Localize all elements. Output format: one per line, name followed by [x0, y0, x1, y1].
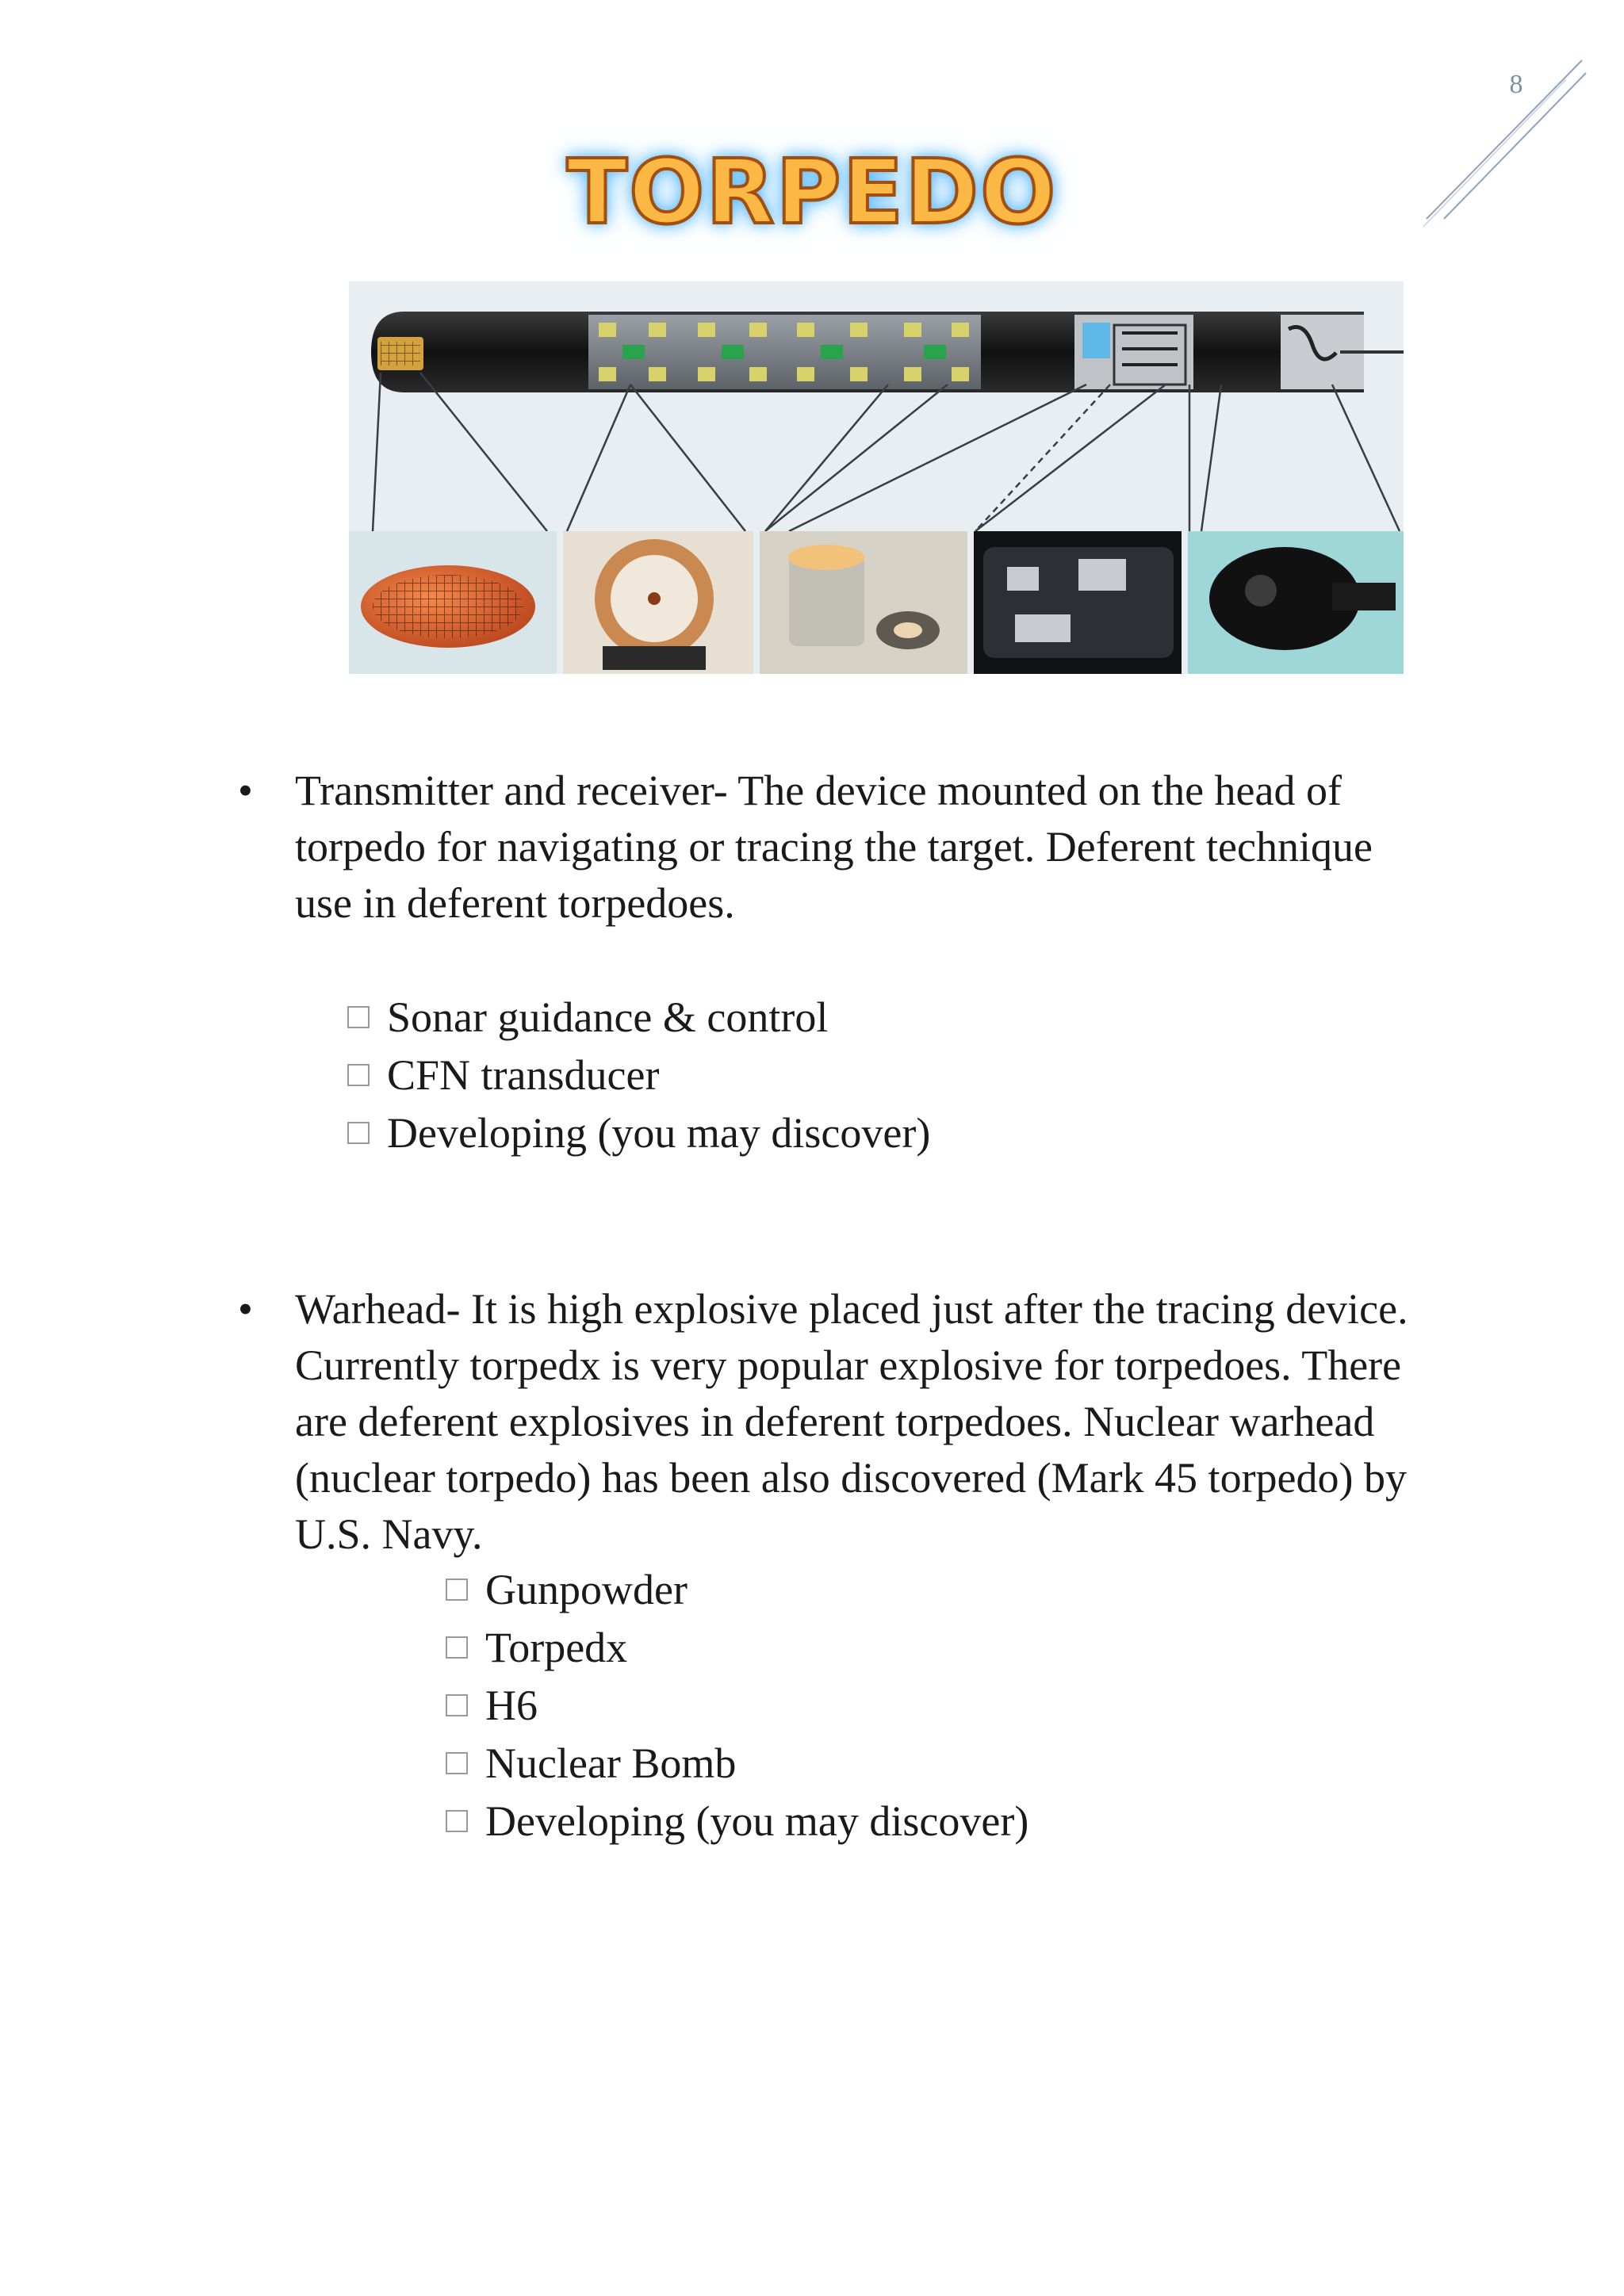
checklist-item [446, 1734, 1028, 1792]
checklist-item-label: CFN transducer [387, 1050, 660, 1099]
bullet-marker: • [238, 1285, 253, 1333]
checklist-item-label: H6 [485, 1681, 538, 1729]
checklist-item [347, 988, 930, 1046]
warhead-checklist [446, 1560, 1028, 1850]
checkbox-icon [347, 1064, 370, 1086]
checklist-item-label: Developing (you may discover) [485, 1797, 1029, 1845]
page-title-text: TORPEDO [566, 141, 1058, 244]
warhead-line-2: Currently torpedx is very popular explosive for torpedoes. There [295, 1341, 1402, 1389]
warhead-line-1: Warhead- It is high explosive placed just after the tracing device. [295, 1285, 1408, 1333]
checkbox-icon [446, 1752, 468, 1774]
checklist-item [446, 1676, 1028, 1734]
checklist-item [446, 1792, 1028, 1850]
torpedo-diagram [349, 281, 1404, 674]
checklist-item [347, 1104, 930, 1161]
warhead-line-3: are deferent explosives in deferent torpedoes. Nuclear warhead [295, 1398, 1375, 1445]
checklist-item [446, 1618, 1028, 1676]
checklist-item [347, 1046, 930, 1104]
transmitter-checklist [347, 988, 930, 1161]
checklist-item [446, 1560, 1028, 1618]
callout-lines [373, 373, 1400, 531]
checklist-item-label: Gunpowder [485, 1565, 688, 1613]
checkbox-icon [347, 1122, 370, 1144]
page-number: 8 [1509, 70, 1523, 99]
checkbox-icon [446, 1810, 468, 1832]
checkbox-icon [446, 1694, 468, 1716]
torpedo-cutaway-figure [349, 281, 1404, 674]
bullet-marker: • [238, 767, 253, 814]
component-photos [349, 531, 1404, 674]
page-title [0, 141, 1624, 244]
warhead-line-4: (nuclear torpedo) has been also discovered (Mark 45 torpedo) by [295, 1454, 1407, 1502]
checkbox-icon [347, 1006, 370, 1028]
transmitter-line-1: Transmitter and receiver- The device mounted on the head of [295, 767, 1342, 814]
warhead-line-5: U.S. Navy. [295, 1510, 483, 1558]
checkbox-icon [446, 1636, 468, 1659]
checkbox-icon [446, 1578, 468, 1601]
checklist-item-label: Torpedx [485, 1623, 628, 1671]
checklist-item-label: Developing (you may discover) [387, 1108, 931, 1157]
checklist-item-label: Sonar guidance & control [387, 993, 829, 1041]
transmitter-line-3: use in deferent torpedoes. [295, 879, 735, 927]
torpedo-body [371, 312, 1404, 392]
checklist-item-label: Nuclear Bomb [485, 1739, 737, 1787]
transmitter-line-2: torpedo for navigating or tracing the target. Deferent technique [295, 823, 1373, 871]
